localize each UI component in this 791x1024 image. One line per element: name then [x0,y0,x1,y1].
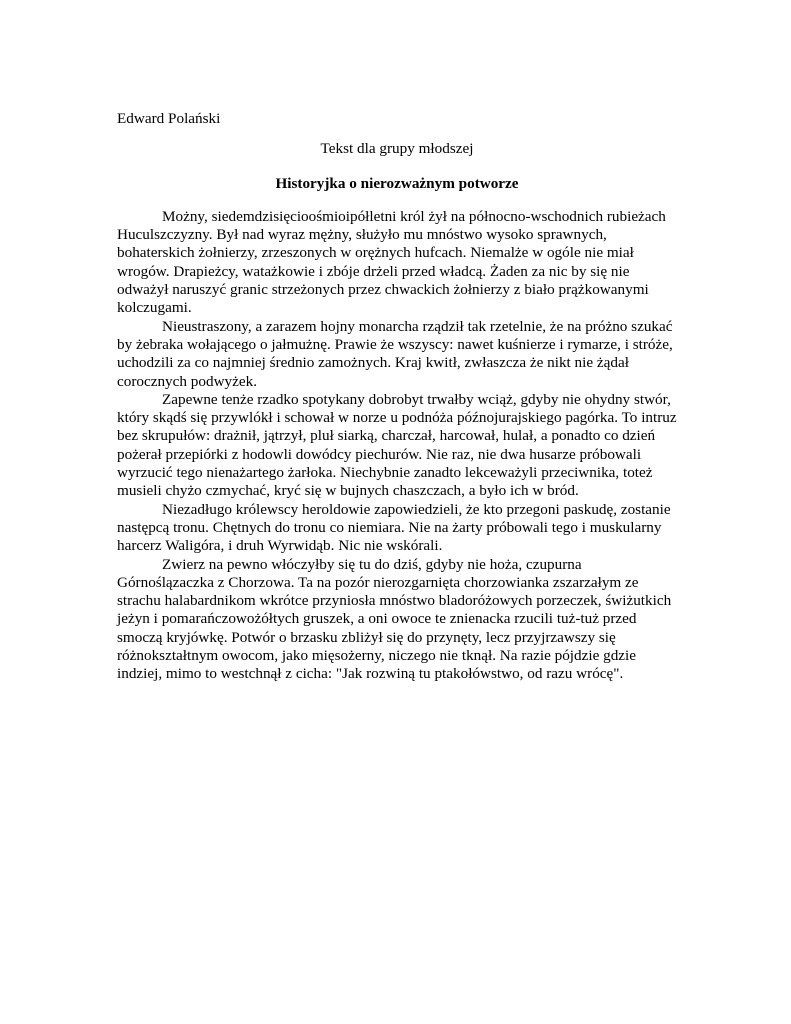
paragraph: Niezadługo królewscy heroldowie zapowiedzieli, że kto przegoni paskudę, zostanie następcą tronu. Chętnych do tronu co niemiara. Nie na żarty próbowali tego i muskularny harcerz Waligóra, i druh Wyrwidąb. Nic nie wskórali. [117,500,671,555]
paragraph: Zwierz na pewno włóczyłby się tu do dziś, gdyby nie hoża, czupurna Górnoślązaczka z Chorzowa. Ta na pozór nierozgarnięta chorzowianka zszarzałym ze strachu halabardnikom wkrótce przyniosła mnóstwo bladoróżowych porzeczek, świżutkich jeżyn i pomarańczowożółtych gruszek, a oni owoce te znienacka rzucili tuż-tuż przed smoczą kryjówkę. Potwór o brzasku zbliżył się do przynęty, lecz przyjrzawszy się różnokształtnym owocom, jako mięsożerny, niczego nie tknął. Na razie pójdzie gdzie indziej, mimo to westchnął z cicha: "Jak rozwiną tu ptakołówstwo, od razu wrócę". [117,555,672,683]
paragraph: Zapewne tenże rzadko spotykany dobrobyt trwałby wciąż, gdyby nie ohydny stwór, który skądś się przywlókł i schował w norze u podnóża późnojurajskiego pagórka. To intruz bez skrupułów: drażnił, jątrzył, pluł siarką, charczał, harcował, hulał, a ponadto co dzień pożerał przepiórki z hodowli dowódcy piechurów. Nie raz, nie dwa husarze próbowali wyrzucić tego nienażartego żarłoka. Niechybnie zanadto lekceważyli przeciwnika, toteż musieli chyżo czmychać, kryć się w bujnych chaszczach, a było ich w bród. [117,390,677,500]
story-body [117,208,677,684]
document-subtitle: Tekst dla grupy młodszej [320,140,474,158]
paragraph: Nieustraszony, a zarazem hojny monarcha rządził tak rzetelnie, że na próżno szukać by żebraka wołającego o jałmużnę. Prawie że wszyscy: nawet kuśnierze i rymarze, i stróże, uchodzili za co najmniej średnio zamożnych. Kraj kwitł, zwłaszcza że nikt nie żądał corocznych podwyżek. [117,317,673,390]
document-page [117,110,677,684]
document-title: Historyjka o nierozważnym potworze [275,174,519,192]
author-name: Edward Polański [117,110,221,127]
paragraph: Możny, siedemdzisięcioośmioipółletni król żył na północno-wschodnich rubieżach Huculszczyzny. Był nad wyraz mężny, służyło mu mnóstwo wysoko sprawnych, bohaterskich żołnierzy, zrzeszonych w orężnych hufcach. Niemalże w ogóle nie miał wrogów. Drapieżcy, watażkowie i zbóje drżeli przed władcą. Żaden za nic by się nie odważył naruszyć granic strzeżonych przez chwackich żołnierzy z biało prążkowanymi kolczugami. [117,207,666,317]
